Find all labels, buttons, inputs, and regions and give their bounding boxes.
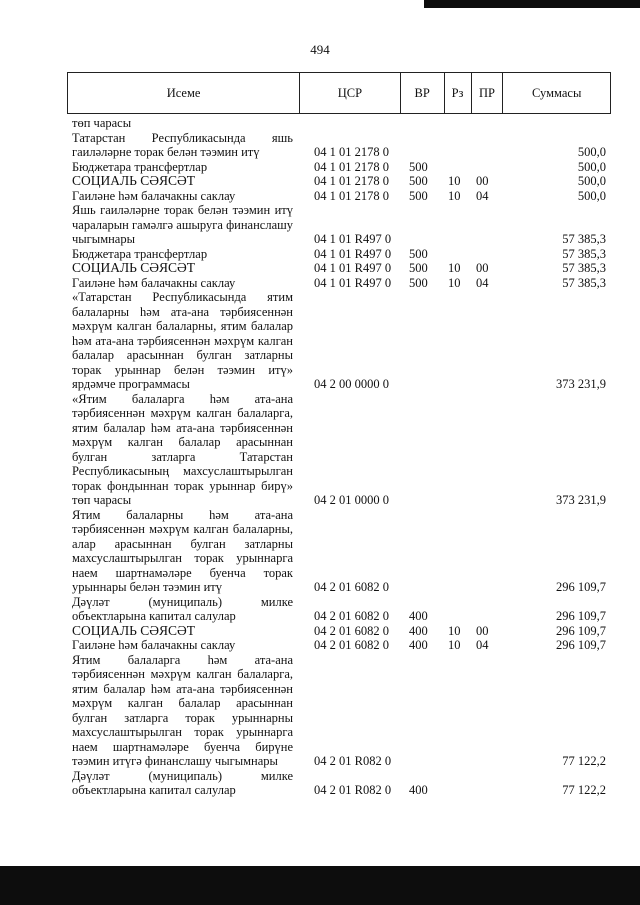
header-name: Исеме	[68, 73, 300, 113]
cell-pr: 04	[476, 188, 489, 203]
cell-vr: 500	[409, 261, 428, 275]
cell-name: Дәүләт (муниципаль) милке объектларына капитал салулар	[72, 594, 293, 623]
cell-rz: 10	[448, 174, 461, 188]
cell-vr: 400	[409, 638, 428, 652]
cell-csr: 04 2 01 R082 0	[314, 754, 392, 768]
cell-csr: 04 2 00 0000 0	[314, 377, 389, 391]
cell-sum: 296 109,7	[556, 638, 606, 652]
cell-csr: 04 2 01 6082 0	[314, 609, 389, 623]
cell-name: СОЦИАЛЬ СӘЯСӘТ	[72, 622, 196, 638]
cell-sum: 500,0	[577, 174, 606, 188]
cell-vr: 400	[409, 783, 428, 797]
table-row	[67, 276, 611, 291]
cell-name: Гаиләне һәм балачакны саклау	[72, 275, 236, 290]
cell-name: Ятим балаларга һәм ата-ана тәрбиясеннән мәхрүм калган балаларга, ятим балалар һәм ата-ана тәрбиясеннән мәхрүм калган балалар арасыннан булган затларга торак урыннарны махсуслаштырылган торак урыннарга наем шартнамәләре буенча бирүне тәэмин итүгә финанслашу чыгымнары	[72, 652, 293, 768]
cell-csr: 04 1 01 2178 0	[314, 174, 389, 188]
cell-vr: 500	[409, 246, 428, 261]
cell-sum: 57 385,3	[562, 261, 606, 275]
header-vr: ВР	[401, 73, 445, 113]
table-row	[67, 116, 611, 131]
cell-name: төп чарасы	[72, 116, 132, 130]
cell-sum: 77 122,2	[562, 754, 606, 768]
cell-csr: 04 1 01 2178 0	[314, 145, 389, 159]
header-rz: Рз	[445, 73, 472, 113]
cell-name: Яшь гаиләләрне торак белән тәэмин итү чараларын гамәлгә ашыруга финанслашу чыгымнары	[72, 203, 293, 246]
cell-name: СОЦИАЛЬ СӘЯСӘТ	[72, 173, 196, 188]
cell-sum: 500,0	[577, 188, 606, 203]
cell-sum: 296 109,7	[556, 580, 606, 594]
cell-csr: 04 2 01 6082 0	[314, 580, 389, 594]
cell-pr: 04	[476, 638, 489, 652]
cell-name: Гаиләне һәм балачакны саклау	[72, 188, 236, 203]
cell-rz: 10	[448, 623, 461, 638]
cell-sum: 373 231,9	[556, 493, 606, 507]
cell-rz: 10	[448, 261, 461, 275]
cell-sum: 296 109,7	[556, 623, 606, 638]
table-row	[67, 290, 611, 392]
cell-csr: 04 1 01 R497 0	[314, 261, 392, 275]
budget-table-body	[67, 116, 611, 798]
table-row	[67, 769, 611, 798]
table-row	[67, 131, 611, 160]
table-row	[67, 595, 611, 624]
header-csr: ЦСР	[300, 73, 401, 113]
cell-pr: 00	[476, 174, 489, 188]
table-row	[67, 160, 611, 175]
cell-name: Бюджетара трансфертлар	[72, 246, 208, 261]
cell-rz: 10	[448, 638, 461, 652]
cell-sum: 77 122,2	[562, 783, 606, 797]
table-row	[67, 653, 611, 769]
table-row	[67, 189, 611, 204]
cell-pr: 00	[476, 261, 489, 275]
cell-name: Ятим балаларны һәм ата-ана тәрбиясеннән мәхрүм калган балаларны, алар арасыннан булган затларны махсуслаштырылган торак урыннарга наем шартнамәләре буенча торак урыннары белән тәэмин итү	[72, 507, 293, 594]
cell-vr: 500	[409, 174, 428, 188]
cell-pr: 00	[476, 623, 489, 638]
table-row	[67, 508, 611, 595]
scan-edge-bottom	[0, 866, 640, 905]
table-header	[67, 72, 611, 114]
page-number: 494	[310, 42, 330, 57]
cell-pr: 04	[476, 275, 489, 290]
cell-vr: 500	[409, 159, 428, 174]
cell-name: Бюджетара трансфертлар	[72, 159, 208, 174]
table-row	[67, 247, 611, 262]
cell-name: СОЦИАЛЬ СӘЯСӘТ	[72, 260, 196, 275]
header-pr: ПР	[472, 73, 504, 113]
cell-vr: 400	[409, 609, 428, 623]
cell-rz: 10	[448, 188, 461, 203]
cell-sum: 373 231,9	[556, 377, 606, 391]
cell-sum: 296 109,7	[556, 609, 606, 623]
cell-sum: 500,0	[577, 159, 606, 174]
table-row	[67, 261, 611, 276]
scan-edge-top	[424, 0, 640, 8]
cell-csr: 04 1 01 R497 0	[314, 246, 392, 261]
cell-csr: 04 2 01 6082 0	[314, 638, 389, 652]
cell-name: Татарстан Республикасында яшь гаиләләрне торак белән тәэмин итү	[72, 130, 293, 159]
cell-rz: 10	[448, 275, 461, 290]
cell-csr: 04 1 01 2178 0	[314, 159, 389, 174]
cell-vr: 500	[409, 275, 428, 290]
table-row	[67, 203, 611, 247]
cell-name: Гаиләне һәм балачакны саклау	[72, 638, 236, 652]
cell-sum: 57 385,3	[562, 232, 606, 246]
cell-name: Дәүләт (муниципаль) милке объектларына капитал салулар	[72, 768, 293, 797]
cell-csr: 04 2 01 6082 0	[314, 623, 389, 638]
cell-vr: 500	[409, 188, 428, 203]
table-row	[67, 638, 611, 653]
cell-sum: 500,0	[577, 145, 606, 159]
cell-sum: 57 385,3	[562, 246, 606, 261]
table-row	[67, 174, 611, 189]
cell-csr: 04 1 01 2178 0	[314, 188, 389, 203]
table-row	[67, 624, 611, 639]
cell-csr: 04 2 01 0000 0	[314, 493, 389, 507]
table-row	[67, 392, 611, 508]
cell-csr: 04 1 01 R497 0	[314, 232, 392, 246]
cell-vr: 400	[409, 623, 428, 638]
header-sum: Суммасы	[532, 85, 582, 100]
cell-sum: 57 385,3	[562, 275, 606, 290]
cell-csr: 04 2 01 R082 0	[314, 783, 392, 797]
cell-csr: 04 1 01 R497 0	[314, 275, 392, 290]
cell-name: «Татарстан Республикасында ятим балаларны һәм ата-ана тәрбиясеннән мәхрүм калган балаларны, ятим балалар һәм ата-ана тәрбиясеннән мәхрүм калган балалар арасыннан булган затларны торак урыннар белән тәэмин итү» ярдәмче программасы	[72, 290, 293, 391]
cell-name: «Ятим балаларга һәм ата-ана тәрбиясеннән мәхрүм калган балаларга, ятим балалар һәм ата-ана тәрбиясеннән мәхрүм калган балалар арасыннан булган затларга Татарстан Республикасының махсуслаштырылган торак фондыннан торак урыннар бирү» төп чарасы	[72, 391, 293, 507]
